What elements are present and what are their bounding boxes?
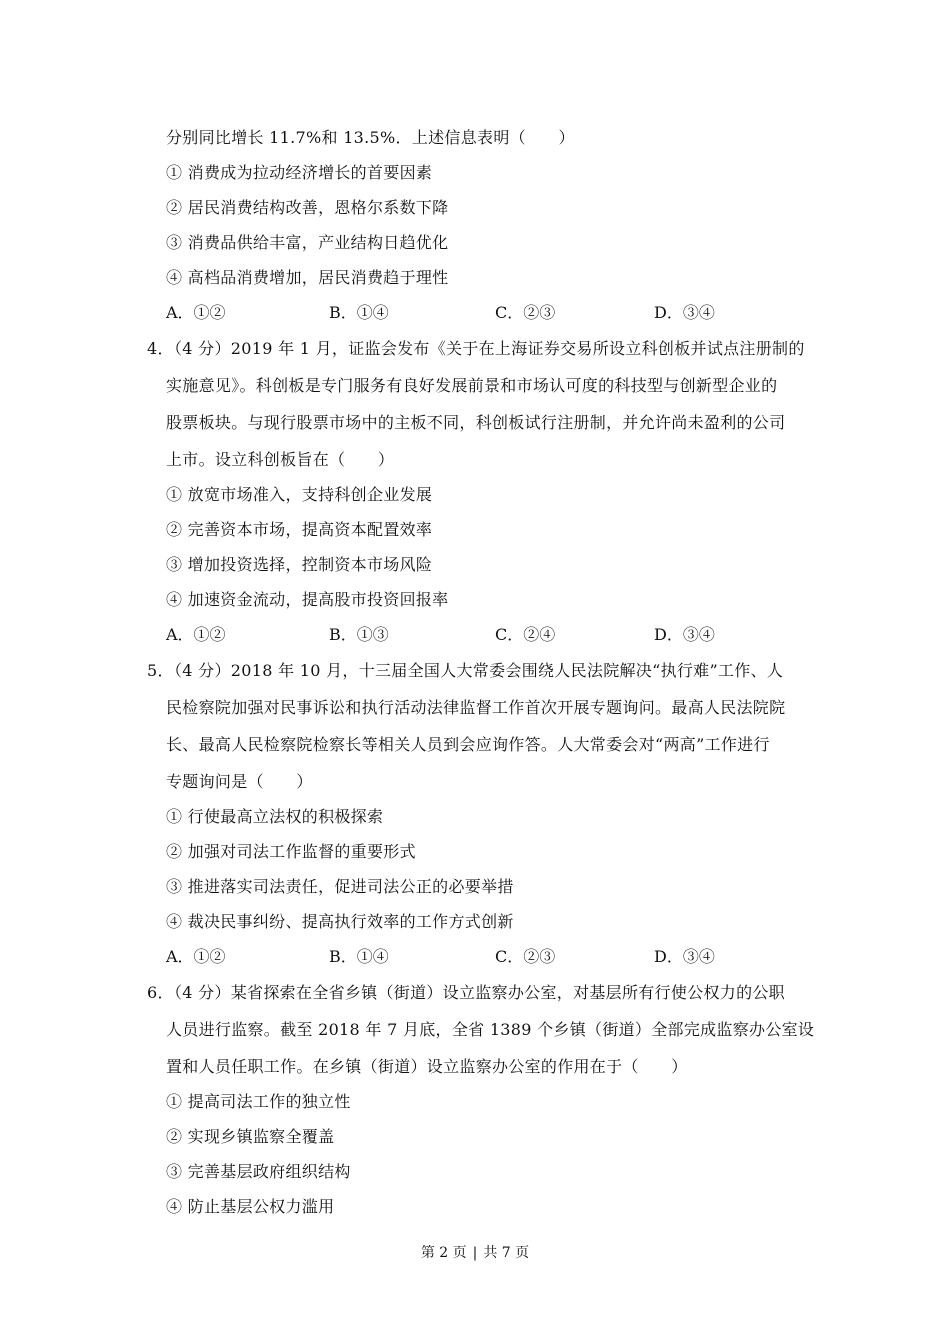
q4-option-a: A．①② xyxy=(166,625,226,644)
q5-option-d: D．③④ xyxy=(654,947,715,966)
footer-page-number: 第 2 页 xyxy=(420,1245,467,1261)
q6-item-2: ② 实现乡镇监察全覆盖 xyxy=(166,1127,335,1146)
q5-number: 5． xyxy=(147,661,174,680)
q4-number: 4． xyxy=(147,339,174,358)
q4-stem-line-4: 上市。设立科创板旨在（ ） xyxy=(166,450,395,469)
q3-item-4: ④ 高档品消费增加，居民消费趋于理性 xyxy=(166,268,449,287)
q4-item-1: ① 放宽市场准入，支持科创企业发展 xyxy=(166,485,433,504)
q5-item-1: ① 行使最高立法权的积极探索 xyxy=(166,807,384,826)
q3-option-c: C．②③ xyxy=(495,303,556,322)
q4-item-2: ② 完善资本市场，提高资本配置效率 xyxy=(166,520,433,539)
q6-item-1: ① 提高司法工作的独立性 xyxy=(166,1092,351,1111)
q3-option-b: B．①④ xyxy=(329,303,389,322)
q5-option-b: B．①④ xyxy=(329,947,389,966)
q5-stem-line-2: 民检察院加强对民事诉讼和执行活动法律监督工作首次开展专题询问。最高人民法院院 xyxy=(166,698,786,717)
q3-item-2: ② 居民消费结构改善，恩格尔系数下降 xyxy=(166,198,449,217)
q5-stem-line-1: （4 分）2018 年 10 月，十三届全国人大常委会围绕人民法院解决“执行难”工作、人 xyxy=(166,661,784,680)
page-footer xyxy=(0,1243,950,1263)
q3-option-d: D．③④ xyxy=(654,303,715,322)
q4-stem-line-1: （4 分）2019 年 1 月，证监会发布《关于在上海证券交易所设立科创板并试点注册制的 xyxy=(166,339,805,358)
footer-separator: | xyxy=(472,1245,478,1261)
q4-option-b: B．①③ xyxy=(329,625,389,644)
footer-total-pages: 共 7 页 xyxy=(483,1245,530,1261)
q4-item-3: ③ 增加投资选择，控制资本市场风险 xyxy=(166,555,433,574)
q6-number: 6． xyxy=(147,983,174,1002)
q5-stem-line-4: 专题询问是（ ） xyxy=(166,772,313,791)
q4-stem-line-2: 实施意见》。科创板是专门服务有良好发展前景和市场认可度的科技型与创新型企业的 xyxy=(166,376,778,395)
q5-option-c: C．②③ xyxy=(495,947,556,966)
q5-item-4: ④ 裁决民事纠纷、提高执行效率的工作方式创新 xyxy=(166,912,514,931)
q3-item-1: ① 消费成为拉动经济增长的首要因素 xyxy=(166,163,433,182)
q5-option-a: A．①② xyxy=(166,947,226,966)
q4-stem-line-3: 股票板块。与现行股票市场中的主板不同，科创板试行注册制，并允许尚未盈利的公司 xyxy=(166,413,786,432)
q3-option-a: A．①② xyxy=(166,303,226,322)
q4-option-c: C．②④ xyxy=(495,625,556,644)
q3-item-3: ③ 消费品供给丰富，产业结构日趋优化 xyxy=(166,233,449,252)
q6-stem-line-2: 人员进行监察。截至 2018 年 7 月底，全省 1389 个乡镇（街道）全部完成监察办公室设 xyxy=(166,1020,815,1039)
q3-stem-tail: 分别同比增长 11.7%和 13.5%．上述信息表明（ ） xyxy=(166,128,575,147)
q4-item-4: ④ 加速资金流动，提高股市投资回报率 xyxy=(166,590,449,609)
q4-option-d: D．③④ xyxy=(654,625,715,644)
q5-stem-line-3: 长、最高人民检察院检察长等相关人员到会应询作答。人大常委会对“两高”工作进行 xyxy=(166,735,770,754)
q6-stem-line-1: （4 分）某省探索在全省乡镇（街道）设立监察办公室，对基层所有行使公权力的公职 xyxy=(166,983,785,1002)
q6-item-4: ④ 防止基层公权力滥用 xyxy=(166,1197,335,1216)
q5-item-2: ② 加强对司法工作监督的重要形式 xyxy=(166,842,416,861)
q6-item-3: ③ 完善基层政府组织结构 xyxy=(166,1162,351,1181)
q5-item-3: ③ 推进落实司法责任，促进司法公正的必要举措 xyxy=(166,877,514,896)
q6-stem-line-3: 置和人员任职工作。在乡镇（街道）设立监察办公室的作用在于（ ） xyxy=(166,1057,688,1076)
